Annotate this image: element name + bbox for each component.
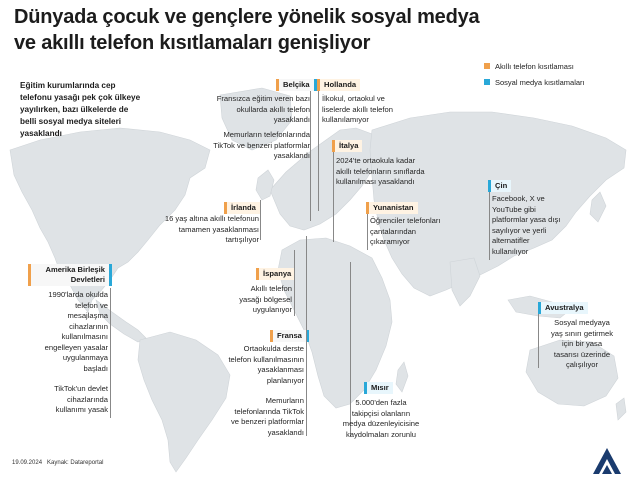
note-line: kullanılamıyor — [322, 115, 369, 124]
note-italya — [336, 156, 466, 188]
country-name: İspanya — [263, 269, 292, 278]
title-line-2: ve akıllı telefon kısıtlamaları genişliyor — [14, 32, 371, 54]
country-tag-cin — [488, 180, 511, 192]
note-line: Memurların telefonlarında — [223, 130, 310, 139]
note-line: 2024'te ortaokula kadar — [336, 156, 416, 165]
note-line: uygulanıyor — [252, 305, 292, 314]
note-line: çıkaramıyor — [370, 237, 410, 246]
note-line: ve benzeri platformlar — [230, 417, 304, 426]
leader-line — [489, 192, 490, 260]
note-line: kullanılması yasaklandı — [336, 177, 415, 186]
note-irlanda — [130, 214, 259, 246]
intro-line: telefonu yasağı pek çok ülkeye — [20, 93, 141, 102]
note-abd-2 — [20, 384, 108, 416]
country-tag-avustralya — [538, 302, 588, 314]
aa-logo — [590, 444, 624, 476]
note-abd-1 — [20, 290, 108, 374]
legend-swatch-phone — [484, 63, 490, 69]
legend-swatch-social — [484, 79, 490, 85]
note-line: kullanımı yasak — [55, 405, 108, 414]
leader-line — [333, 152, 334, 242]
country-tag-hollanda — [317, 79, 360, 91]
country-tag-yunanistan — [366, 202, 418, 214]
footer — [12, 460, 103, 466]
country-tag-belcika — [276, 79, 317, 91]
note-line: YouTube gibi — [492, 204, 536, 214]
country-name-line-1: Amerika Birleşik — [45, 265, 105, 274]
note-ispanya — [200, 284, 292, 316]
country-name: Hollanda — [324, 80, 357, 89]
note-line: yaş sınırı getirmek — [550, 328, 614, 338]
note-line: telefon ve — [75, 300, 108, 310]
note-line: TikTok ve benzeri platformlar — [213, 140, 310, 150]
country-name: İrlanda — [231, 203, 256, 212]
note-line: çantalarından — [370, 226, 417, 236]
leader-line — [318, 91, 319, 211]
note-line: engelleyen yasalar — [44, 342, 108, 352]
note-line: Fransızca eğitim veren bazı — [216, 94, 310, 103]
leader-line — [110, 288, 111, 418]
note-line: için bir yasa — [561, 339, 603, 348]
note-line: İlkokul, ortaokul ve — [322, 94, 385, 103]
footer-date: 19.09.2024 — [12, 460, 43, 466]
intro-line: Eğitim kurumlarında cep — [20, 81, 116, 90]
note-line: Sosyal medyaya — [554, 318, 610, 327]
note-line: cihazlarında — [67, 394, 108, 404]
note-line: akıllı telefonların sınıflarda — [336, 166, 425, 176]
country-tag-misir — [364, 382, 393, 394]
note-line: cihazlarının — [69, 321, 108, 331]
note-hollanda — [322, 94, 432, 126]
country-name-line-2: Devletleri — [70, 275, 105, 284]
note-line: yasaklanması — [257, 365, 304, 374]
note-line: başladı — [83, 363, 108, 373]
country-tag-fransa — [270, 330, 309, 342]
country-name: Belçika — [283, 80, 310, 89]
note-misir — [326, 398, 436, 440]
note-line: kullanılmasını — [61, 332, 108, 341]
note-belcika-1 — [170, 94, 310, 126]
page-title — [14, 4, 484, 56]
title-line-1: Dünyada çocuk ve gençlere yönelik sosyal medya — [14, 6, 480, 28]
note-line: tartışılıyor — [225, 235, 259, 244]
note-line: sayılıyor ve yerli — [492, 225, 547, 235]
note-line: Akıllı telefon — [250, 284, 292, 293]
legend-label-phone: Akıllı telefon kısıtlaması — [495, 61, 574, 71]
note-line: liselerde akıllı telefon — [322, 104, 393, 114]
note-line: kullanılıyor — [492, 246, 529, 256]
note-line: yasaklandı — [273, 151, 310, 160]
note-line: Ortaokulda derste — [243, 344, 304, 353]
note-line: mesajlaşma — [67, 311, 108, 320]
note-line: kaydolmaları zorunlu — [345, 429, 417, 439]
leader-line — [306, 236, 307, 436]
note-line: yasağı bölgesel — [239, 294, 292, 304]
country-name: Çin — [495, 181, 508, 190]
intro-line: yayılırken, bazı ülkelerde de — [20, 105, 129, 114]
note-line: tamamen yasaklanması — [178, 224, 259, 234]
legend-item-social — [484, 74, 629, 90]
leader-line — [310, 91, 311, 221]
note-line: uygulanmaya — [62, 353, 108, 362]
intro-line: yasaklandı — [20, 129, 62, 138]
country-name: Fransa — [277, 331, 302, 340]
country-tag-abd — [28, 264, 112, 286]
footer-source: Kaynak: Datareportal — [47, 460, 104, 466]
note-line: 1990'larda okulda — [48, 290, 108, 299]
country-name: Yunanistan — [373, 203, 414, 212]
leader-line — [260, 200, 261, 240]
note-line: yasaklandı — [273, 115, 310, 124]
note-line: okullarda akıllı telefon — [236, 104, 310, 114]
note-line: Memurların — [265, 396, 304, 405]
note-line: planlanıyor — [266, 375, 304, 385]
country-name: Mısır — [371, 383, 389, 392]
note-avustralya — [534, 318, 630, 371]
leader-line — [294, 250, 295, 316]
legend-label-social: Sosyal medya kısıtlamaları — [495, 77, 585, 87]
country-name: Avustralya — [545, 303, 584, 312]
note-line: medya düzenleyicisine — [342, 419, 420, 428]
intro-text — [20, 80, 170, 140]
leader-line — [367, 214, 368, 250]
note-belcika-2 — [160, 130, 310, 162]
note-line: telefon kullanılmasının — [228, 354, 304, 364]
note-line: 16 yaş altına akıllı telefonun — [164, 214, 259, 223]
country-tag-irlanda — [224, 202, 260, 214]
note-fransa-2 — [196, 396, 304, 438]
note-line: Facebook, X ve — [492, 194, 545, 203]
legend-item-phone — [484, 58, 629, 74]
note-line: Öğrenciler telefonları — [370, 216, 441, 225]
note-line: tasarısı üzerinde — [553, 349, 611, 359]
intro-line: belli sosyal medya siteleri — [20, 117, 122, 126]
note-yunanistan — [370, 216, 470, 248]
note-fransa-1 — [196, 344, 304, 386]
country-tag-italya — [332, 140, 362, 152]
country-name: İtalya — [339, 141, 359, 150]
note-line: 5.000'den fazla — [355, 398, 407, 407]
note-cin — [492, 194, 592, 257]
note-line: takipçisi olanların — [351, 408, 411, 418]
country-tag-ispanya — [256, 268, 295, 280]
note-line: telefonlarında TikTok — [234, 406, 304, 416]
note-line: platformlar yasa dışı — [492, 215, 561, 224]
legend — [484, 58, 629, 90]
note-line: alternatifler — [492, 236, 530, 245]
note-line: yasaklandı — [267, 427, 304, 437]
note-line: çalışılıyor — [565, 360, 599, 369]
note-line: TikTok'un devlet — [54, 384, 108, 393]
